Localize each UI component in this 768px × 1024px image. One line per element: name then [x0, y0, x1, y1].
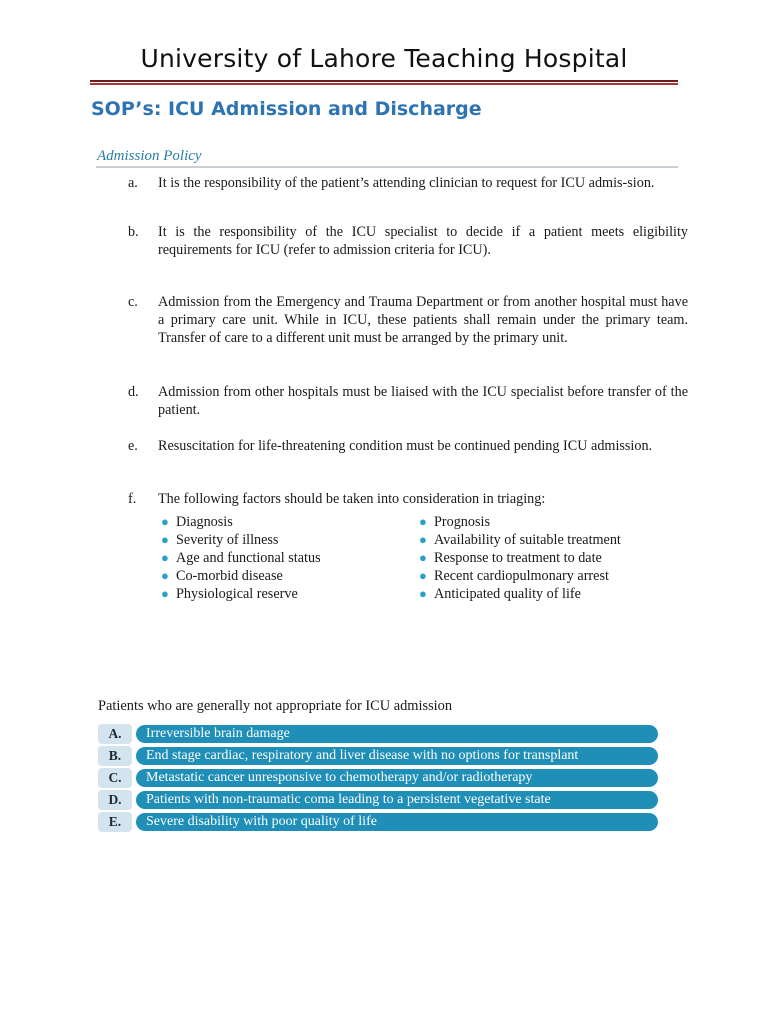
not-appropriate-item-e — [98, 812, 658, 832]
policy-item-letter: f. — [128, 491, 137, 507]
list-item — [158, 585, 321, 603]
factor-text: Severity of illness — [176, 532, 279, 548]
factor-text: Recent cardiopulmonary arrest — [434, 568, 609, 584]
item-banner: End stage cardiac, respiratory and liver disease with no options for transplant — [136, 747, 658, 765]
not-appropriate-item-b — [98, 746, 658, 766]
list-item — [158, 513, 321, 531]
policy-item-letter: c. — [128, 294, 138, 310]
not-appropriate-heading: Patients who are generally not appropriate for ICU admission — [98, 698, 453, 714]
item-banner: Patients with non-traumatic coma leading to a persistent vegetative state — [136, 791, 658, 809]
policy-item-text: It is the responsibility of the patient’s attending clinician to request for ICU admis-sion. — [158, 175, 655, 191]
list-item — [158, 567, 321, 585]
list-item — [416, 513, 621, 531]
list-item — [158, 549, 321, 567]
not-appropriate-item-d — [98, 790, 658, 810]
admission-policy-heading: Admission Policy — [97, 148, 202, 164]
factor-text: Anticipated quality of life — [434, 586, 581, 602]
triage-factors-left — [158, 513, 321, 603]
policy-item-letter: d. — [128, 384, 139, 400]
not-appropriate-item-c — [98, 768, 658, 788]
item-letter-badge: C. — [98, 768, 132, 788]
bullet-icon: ● — [161, 550, 169, 565]
item-letter-badge: D. — [98, 790, 132, 810]
header-divider — [90, 80, 678, 85]
item-banner: Severe disability with poor quality of life — [136, 813, 658, 831]
bullet-icon: ● — [161, 514, 169, 529]
bullet-icon: ● — [419, 568, 427, 583]
item-letter-badge: A. — [98, 724, 132, 744]
hospital-title: University of Lahore Teaching Hospital — [140, 44, 628, 73]
bullet-icon: ● — [419, 514, 427, 529]
bullet-icon: ● — [419, 532, 427, 547]
list-item — [416, 531, 621, 549]
policy-item-letter: b. — [128, 224, 139, 240]
sop-title: SOP’s: ICU Admission and Discharge — [91, 98, 482, 120]
bullet-icon: ● — [419, 550, 427, 565]
policy-item-text: It is the responsibility of the ICU specialist to decide if a patient meets eligibility requirements for ICU (refer to admission criteria for ICU). — [158, 224, 688, 258]
factor-text: Age and functional status — [176, 550, 321, 566]
factor-text: Physiological reserve — [176, 586, 298, 602]
policy-item-letter: e. — [128, 438, 138, 454]
factor-text: Diagnosis — [176, 514, 233, 530]
bullet-icon: ● — [161, 568, 169, 583]
policy-item-text: Admission from the Emergency and Trauma Department or from another hospital must have a primary care unit. While in ICU, these patients shall remain under the primary team. Transfer of care to a different unit must be arranged by the primary unit. — [158, 294, 688, 346]
list-item — [158, 531, 321, 549]
bullet-icon: ● — [419, 586, 427, 601]
policy-item-text: Admission from other hospitals must be liaised with the ICU specialist before transfer of the patient. — [158, 384, 688, 418]
factor-text: Response to treatment to date — [434, 550, 602, 566]
policy-item-text: The following factors should be taken into consideration in triaging: — [158, 491, 546, 507]
factor-text: Co-morbid disease — [176, 568, 283, 584]
item-banner: Metastatic cancer unresponsive to chemotherapy and/or radiotherapy — [136, 769, 658, 787]
not-appropriate-item-a — [98, 724, 658, 744]
policy-item-text: Resuscitation for life-threatening condition must be continued pending ICU admission. — [158, 438, 653, 454]
policy-divider — [96, 166, 678, 168]
item-banner: Irreversible brain damage — [136, 725, 658, 743]
policy-item-letter: a. — [128, 175, 138, 191]
list-item — [416, 585, 621, 603]
factor-text: Availability of suitable treatment — [434, 532, 621, 548]
item-letter-badge: B. — [98, 746, 132, 766]
list-item — [416, 549, 621, 567]
bullet-icon: ● — [161, 586, 169, 601]
triage-factors-right — [416, 513, 621, 603]
list-item — [416, 567, 621, 585]
factor-text: Prognosis — [434, 514, 490, 530]
bullet-icon: ● — [161, 532, 169, 547]
item-letter-badge: E. — [98, 812, 132, 832]
